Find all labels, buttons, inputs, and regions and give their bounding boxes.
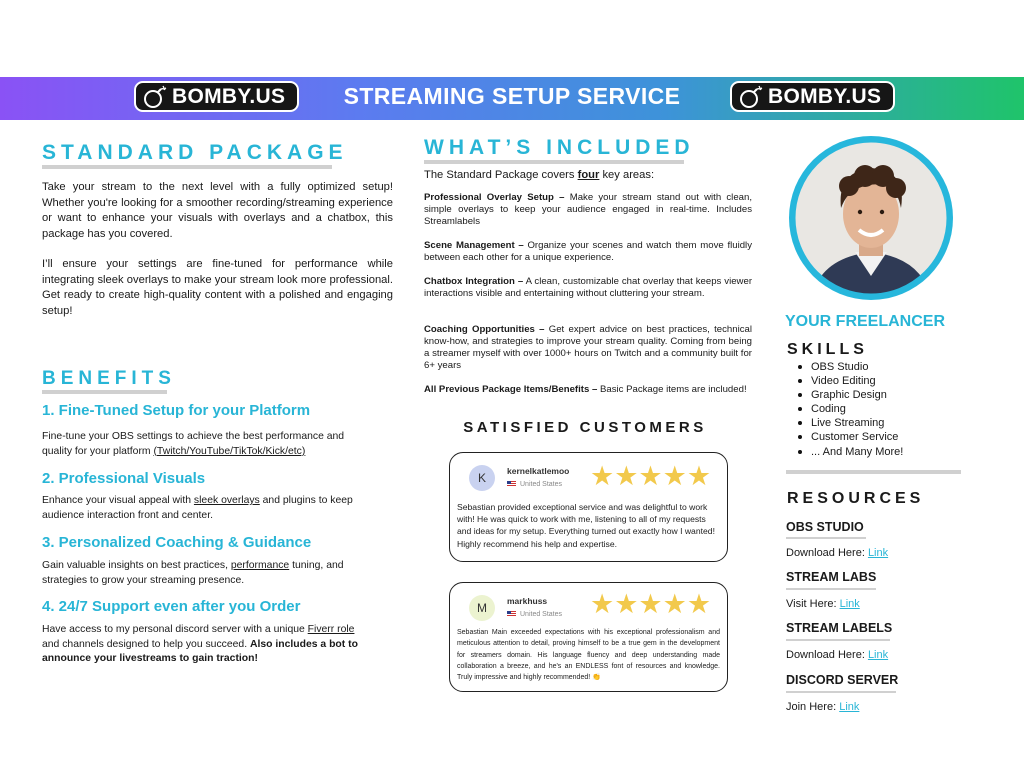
- skill-item: Graphic Design: [795, 388, 903, 402]
- brand-badge-right: [730, 81, 895, 112]
- included-item: Coaching Opportunities – Get expert advice on best practices, technical know-how, and strategies to improve your stream quality. Coming from being a streamer myself with over 1000+ hours on Twitch and a community built for 6+ years: [424, 324, 752, 371]
- included-item: Scene Management – Organize your scenes and watch them move fluidly between each other for a unique experience.: [424, 240, 752, 263]
- avatar: K: [469, 465, 495, 491]
- review-header: [459, 461, 729, 491]
- reviewer-country: United States: [507, 611, 562, 618]
- benefit-text: Gain valuable insights on best practices, performance tuning, and strategies to grow your streaming presence.: [42, 560, 344, 586]
- section-divider: [786, 470, 961, 474]
- header-banner: [0, 77, 1024, 120]
- discord-server-link[interactable]: Link: [839, 701, 860, 713]
- review-card: [449, 582, 728, 692]
- benefit-title: 2. Professional Visuals: [42, 470, 206, 487]
- skill-item: Coding: [795, 402, 903, 416]
- review-text: Sebastian provided exceptional service and was delightful to work with! He was quick to work with me, listening to all of my requests and ideas for my setup. Everything turned out exactly how I wanted! Highly recommend his help and expertise.: [457, 502, 715, 549]
- benefit-text: Have access to my personal discord server with a unique Fiverr role and channels designed to help you succeed. Also includes a bot to announce your livestreams to gain traction!: [42, 624, 358, 664]
- satisfied-customers-heading: SATISFIED CUSTOMERS: [463, 419, 707, 436]
- standard-package-heading: STANDARD PACKAGE: [42, 141, 348, 164]
- standard-intro-paragraph: Take your stream to the next level with a fully optimized setup! Whether you're looking for a smoother recording/streaming experience or want to enhance your visuals with overlays and a chatbox, this package has you covered.: [42, 181, 393, 240]
- obs-studio-link[interactable]: Link: [867, 547, 889, 559]
- heading-underline: [42, 165, 332, 169]
- review-text: Sebastian Main exceeded expectations with his exceptional professionalism and meticulous attention to detail, proving himself to be a true gem in the development for streamers domain. His language fluency and deep understanding made collaboration a breeze, and he's an ENDLESS font of resources and knowledge. Truly impressive and highly recommended! 👏: [457, 629, 720, 682]
- resource-title: OBS STUDIO: [786, 520, 864, 534]
- freelancer-photo: [789, 136, 953, 300]
- us-flag-icon: [507, 481, 516, 487]
- reviewer-country: United States: [507, 481, 562, 488]
- reviewer-username: markhuss: [507, 596, 548, 606]
- skills-list: [795, 360, 903, 459]
- skill-item: Customer Service: [795, 430, 903, 444]
- benefit-title: 1. Fine-Tuned Setup for your Platform: [42, 402, 311, 419]
- star-rating: ★★★★★: [590, 589, 712, 619]
- standard-detail-paragraph: I’ll ensure your settings are fine-tuned for performance while integrating sleek overlays to make your stream look more professional. Get ready to create high-quality content with a polished and engaging setup!: [42, 258, 393, 317]
- included-item: All Previous Package Items/Benefits – Basic Package items are included!: [424, 384, 747, 395]
- resource-underline: [786, 639, 890, 641]
- review-card: [449, 452, 728, 562]
- resource-title: STREAM LABS: [786, 570, 877, 584]
- skill-item: Live Streaming: [795, 416, 903, 430]
- heading-underline: [424, 160, 684, 164]
- banner-title: STREAMING SETUP SERVICE: [343, 83, 681, 109]
- stream-labs-link[interactable]: Link: [839, 598, 860, 610]
- bomb-logo-icon: [738, 85, 764, 109]
- resource-underline: [786, 691, 896, 693]
- portrait-image: [789, 136, 953, 300]
- included-item: Chatbox Integration – A clean, customizable chat overlay that keeps viewer interactions visible and entertaining without cluttering your stream.: [424, 276, 753, 299]
- benefit-text: Fine-tune your OBS settings to achieve the best performance and quality for your platform (Twitch/YouTube/TikTok/Kick/etc): [42, 431, 345, 457]
- resource-line: Download Here: Link: [786, 649, 889, 661]
- resource-title: STREAM LABELS: [786, 621, 893, 635]
- benefits-heading: BENEFITS: [42, 368, 176, 389]
- skills-heading: SKILLS: [787, 341, 868, 358]
- resource-title: DISCORD SERVER: [786, 673, 899, 687]
- avatar: M: [469, 595, 495, 621]
- resources-heading: RESOURCES: [787, 490, 925, 507]
- skill-item: ... And Many More!: [795, 445, 903, 459]
- your-freelancer-label: YOUR FREELANCER: [785, 313, 946, 330]
- skill-item: OBS Studio: [795, 360, 903, 374]
- included-intro: The Standard Package covers four key areas:: [424, 169, 655, 181]
- us-flag-icon: [507, 611, 516, 617]
- included-item: Professional Overlay Setup – Make your stream stand out with clean, simple overlays to keep your audience engaged in real-time. Includes Streamlabels: [424, 192, 752, 227]
- benefit-title: 3. Personalized Coaching & Guidance: [42, 534, 312, 551]
- brand-name-right: BOMBY.US: [768, 84, 882, 108]
- benefit-text: Enhance your visual appeal with sleek overlays and plugins to keep audience interaction front and center.: [42, 495, 353, 521]
- resource-line: Visit Here: Link: [786, 598, 860, 610]
- brand-name-left: BOMBY.US: [172, 84, 286, 108]
- review-header: [459, 591, 729, 621]
- skill-item: Video Editing: [795, 374, 903, 388]
- resource-line: Download Here: Link: [786, 547, 889, 559]
- stream-labels-link[interactable]: Link: [867, 649, 889, 661]
- resource-line: Join Here: Link: [786, 701, 860, 713]
- reviewer-username: kernelkatlemoo: [507, 466, 570, 476]
- bomb-logo-icon: [142, 85, 168, 109]
- resource-underline: [786, 588, 876, 590]
- heading-underline: [42, 390, 167, 394]
- benefit-title: 4. 24/7 Support even after you Order: [42, 598, 301, 615]
- resource-underline: [786, 537, 866, 539]
- star-rating: ★★★★★: [590, 461, 712, 491]
- whats-included-heading: WHAT’S INCLUDED: [424, 136, 695, 159]
- brand-badge-left: [134, 81, 299, 112]
